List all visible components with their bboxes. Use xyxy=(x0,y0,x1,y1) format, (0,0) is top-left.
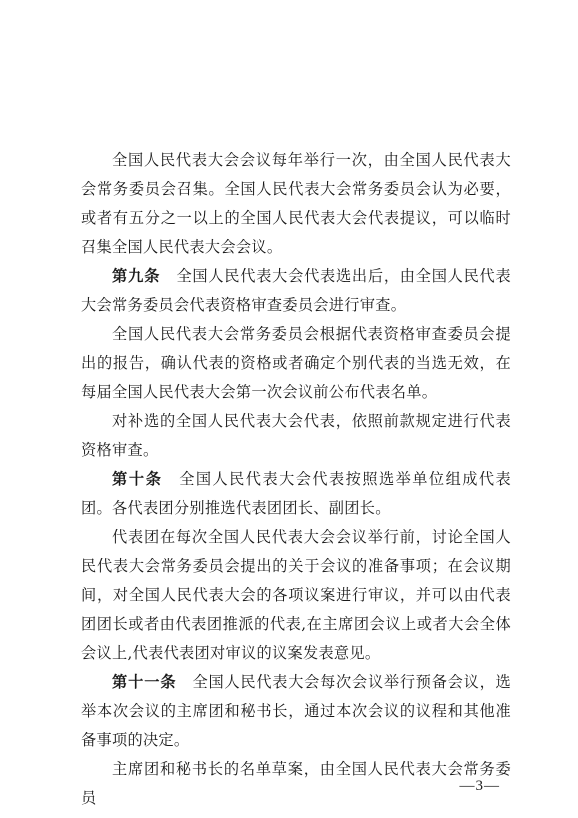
article-number: 第十条 xyxy=(112,470,163,488)
paragraph-2-text: 全国人民代表大会代表选出后，由全国人民代表大会常务委员会代表资格审查委员会进行审查。 xyxy=(81,267,511,314)
paragraph-1 xyxy=(81,146,511,262)
paragraph-4 xyxy=(81,407,511,465)
paragraph-4-text: 对补选的全国人民代表大会代表，依照前款规定进行代表资格审查。 xyxy=(81,412,511,459)
paragraph-3 xyxy=(81,320,511,407)
paragraph-1-text: 全国人民代表大会会议每年举行一次，由全国人民代表大会常务委员会召集。全国人民代表大会常务委员会认为必要，或者有五分之一以上的全国人民代表大会代表提议，可以临时召集全国人民代表大会会议。 xyxy=(81,151,511,256)
body-text xyxy=(81,146,511,813)
paragraph-article-11 xyxy=(81,668,511,755)
article-number: 第十一条 xyxy=(112,673,177,691)
paragraph-article-9 xyxy=(81,262,511,320)
paragraph-8-text: 主席团和秘书长的名单草案，由全国人民代表大会常务委员 xyxy=(81,760,511,807)
paragraph-article-10 xyxy=(81,465,511,523)
article-number: 第九条 xyxy=(112,267,161,285)
paragraph-6-text: 代表团在每次全国人民代表大会会议举行前，讨论全国人民代表大会常务委员会提出的关于会议的准备事项；在会议期间，对全国人民代表大会的各项议案进行审议，并可以由代表团团长或者由代表团推派的代表,在主席团会议上或者大会全体会议上,代表代表团对审议的议案发表意见。 xyxy=(81,528,511,662)
paragraph-5-text: 全国人民代表大会代表按照选举单位组成代表团。各代表团分别推选代表团团长、副团长。 xyxy=(81,470,511,517)
paragraph-8 xyxy=(81,755,511,813)
paragraph-6 xyxy=(81,523,511,668)
page-number: —3— xyxy=(459,778,500,794)
paragraph-7-text: 全国人民代表大会每次会议举行预备会议，选举本次会议的主席团和秘书长，通过本次会议的议程和其他准备事项的决定。 xyxy=(81,673,512,749)
paragraph-3-text: 全国人民代表大会常务委员会根据代表资格审查委员会提出的报告，确认代表的资格或者确定个别代表的当选无效，在每届全国人民代表大会第一次会议前公布代表名单。 xyxy=(81,325,511,401)
